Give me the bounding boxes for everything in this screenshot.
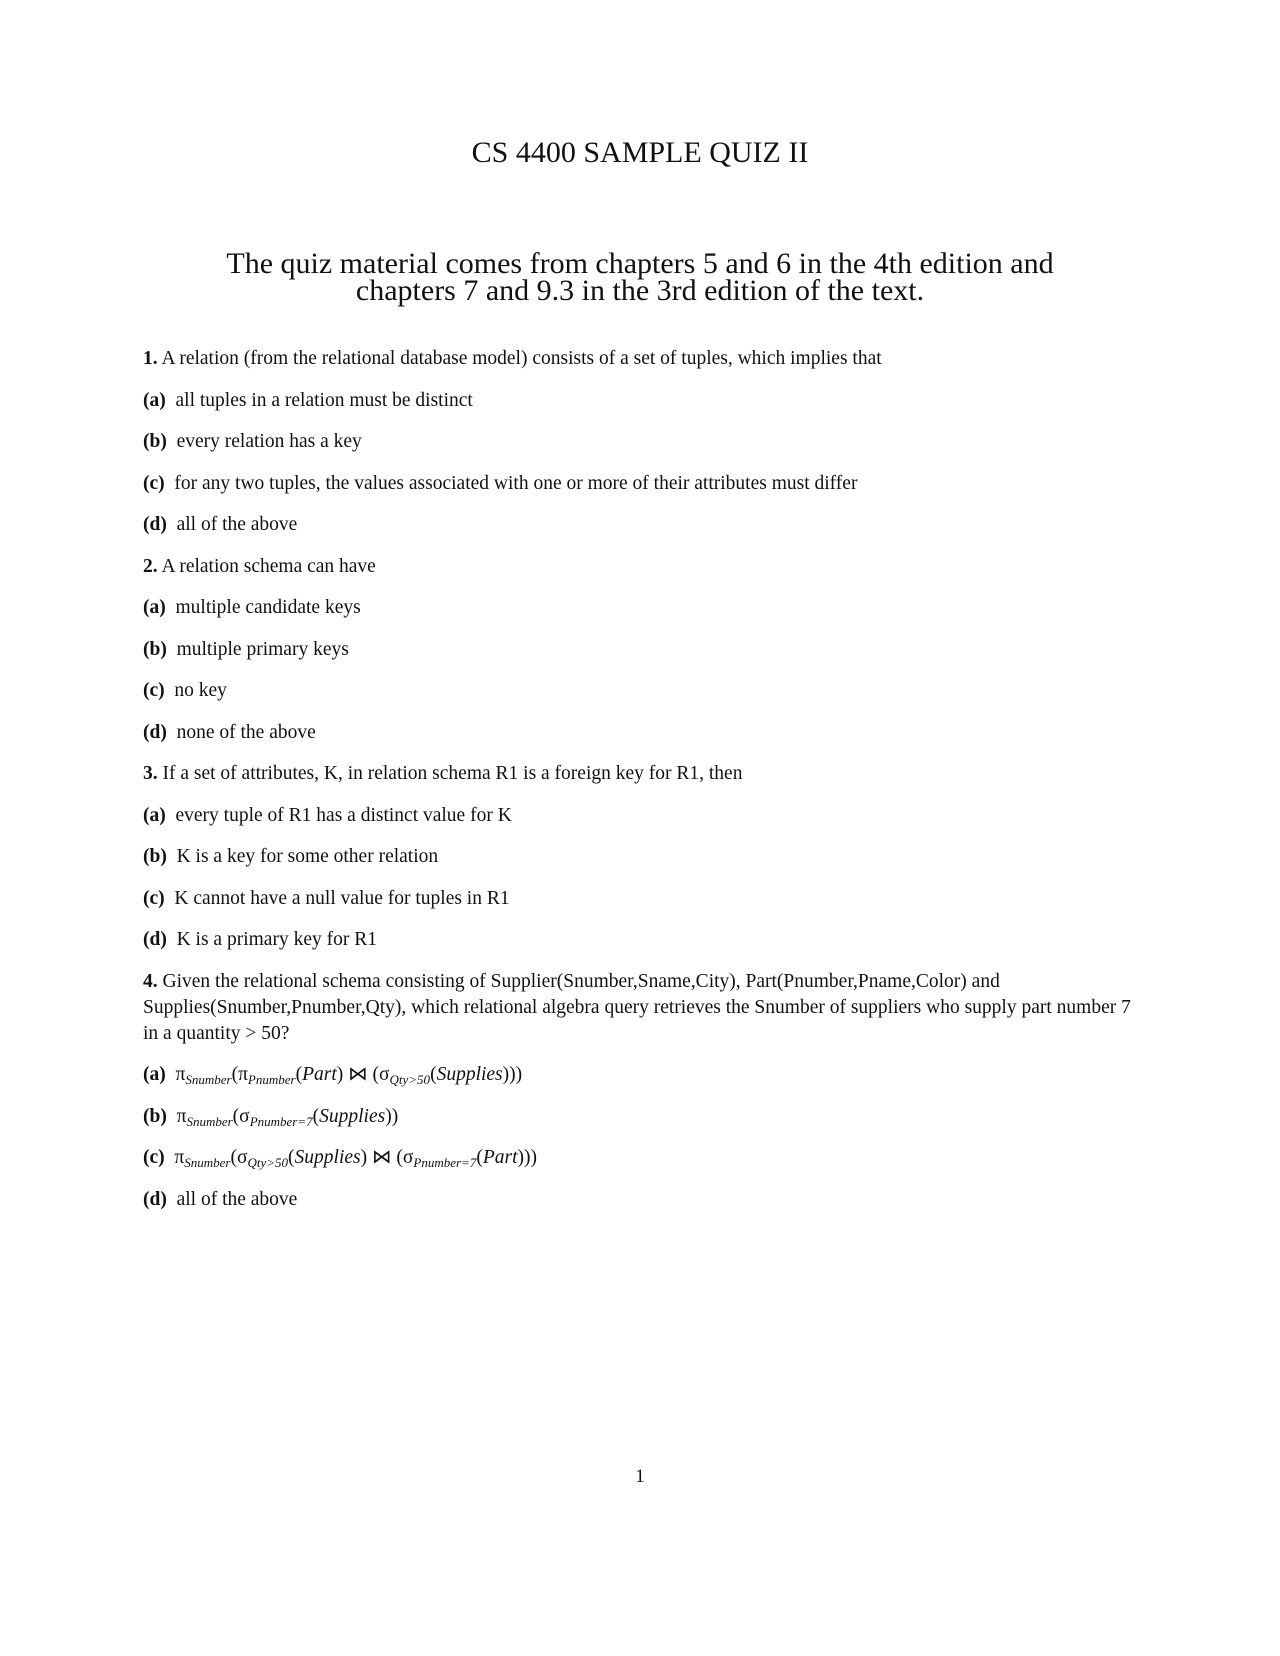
formula-relation: Supplies: [294, 1147, 361, 1168]
formula-relation: Supplies: [436, 1064, 503, 1085]
option-label: (b): [143, 431, 167, 452]
document-subtitle: [0, 247, 1280, 307]
answer-option: [143, 1145, 1143, 1187]
subtitle-line: chapters 7 and 9.3 in the 3rd edition of the text.: [355, 274, 925, 307]
option-label: (d): [143, 1188, 167, 1210]
option-formula: [174, 1147, 537, 1168]
page-number: 1: [635, 1466, 645, 1487]
formula-symbol: (σ: [232, 1105, 250, 1127]
option-label: (c): [143, 680, 165, 701]
answer-option: [143, 803, 1143, 845]
question: [143, 969, 1143, 1047]
option-label: (d): [143, 929, 167, 950]
option-label: (b): [143, 638, 167, 660]
option-text: every tuple of R1 has a distinct value for K: [175, 804, 512, 826]
option-text: none of the above: [176, 721, 316, 743]
option-text: all of the above: [176, 514, 298, 535]
question-list: [143, 346, 1143, 1228]
formula-symbol: ) ⋈ (σ: [336, 1064, 390, 1085]
option-text: multiple candidate keys: [175, 597, 361, 618]
question: [143, 346, 1143, 372]
formula-symbol: (: [476, 1147, 483, 1168]
formula-symbol: )): [385, 1105, 399, 1127]
answer-option: [143, 886, 1143, 928]
answer-option: [143, 1104, 1143, 1146]
option-text: no key: [174, 680, 227, 701]
answer-option: [143, 471, 1143, 513]
option-text: K cannot have a null value for tuples in R1: [174, 887, 510, 909]
answer-option: [143, 388, 1143, 430]
option-formula: [176, 1064, 523, 1085]
option-text: multiple primary keys: [176, 638, 349, 660]
option-text: for any two tuples, the values associated with one or more of their attributes must differ: [174, 472, 858, 494]
option-label: (c): [143, 887, 165, 909]
formula-subscript: Pnumber=7: [413, 1155, 477, 1170]
formula-symbol: ))): [502, 1064, 523, 1085]
formula-symbol: π: [175, 1064, 186, 1085]
answer-option: [143, 637, 1143, 679]
document-title: CS 4400 SAMPLE QUIZ II: [471, 136, 809, 169]
question-number: 1.: [143, 348, 158, 369]
option-text: K is a key for some other relation: [176, 846, 439, 867]
formula-symbol: (: [430, 1064, 437, 1085]
option-label: (d): [143, 514, 167, 535]
answer-option: [143, 429, 1143, 471]
formula-symbol: ))): [517, 1147, 537, 1168]
question: [143, 761, 1143, 787]
formula-symbol: π: [174, 1147, 185, 1168]
formula-relation: Part: [482, 1147, 518, 1168]
question: [143, 554, 1143, 580]
question-number: 2.: [143, 555, 158, 577]
formula-subscript: Snumber: [186, 1113, 233, 1129]
option-text: all tuples in a relation must be distinct: [175, 389, 473, 411]
question-text: A relation (from the relational database model) consists of a set of tuples, which implies that: [161, 348, 882, 369]
formula-symbol: (: [295, 1064, 303, 1085]
option-label: (a): [143, 1064, 166, 1085]
formula-subscript: Pnumber=7: [249, 1113, 313, 1129]
option-label: (a): [143, 597, 166, 618]
formula-symbol: (: [288, 1147, 295, 1168]
formula-symbol: ) ⋈ (σ: [360, 1147, 414, 1168]
option-label: (d): [143, 721, 167, 743]
formula-relation: Part: [302, 1064, 337, 1085]
option-label: (c): [143, 1147, 165, 1168]
option-label: (b): [143, 1105, 167, 1127]
formula-subscript: Snumber: [184, 1155, 231, 1170]
answer-option: [143, 1187, 1143, 1229]
formula-subscript: Qty>50: [247, 1155, 289, 1170]
answer-option: [143, 844, 1143, 886]
option-text: K is a primary key for R1: [176, 929, 377, 950]
option-text: all of the above: [176, 1188, 298, 1210]
formula-subscript: Qty>50: [389, 1072, 431, 1087]
option-label: (b): [143, 846, 167, 867]
question-number: 4.: [143, 970, 158, 992]
question-text: A relation schema can have: [161, 555, 376, 577]
formula-symbol: (π: [231, 1064, 248, 1085]
answer-option: [143, 720, 1143, 762]
formula-subscript: Pnumber: [247, 1072, 296, 1087]
formula-relation: Supplies: [319, 1105, 386, 1127]
option-formula: [177, 1106, 399, 1127]
question-number: 3.: [143, 763, 158, 784]
option-label: (a): [143, 804, 166, 826]
option-label: (c): [143, 472, 165, 494]
question-text: If a set of attributes, K, in relation schema R1 is a foreign key for R1, then: [162, 763, 743, 784]
formula-symbol: (σ: [230, 1147, 248, 1168]
formula-subscript: Snumber: [185, 1072, 232, 1087]
formula-symbol: (: [312, 1105, 320, 1127]
subtitle-line: The quiz material comes from chapters 5 and 6 in the 4th edition and: [226, 247, 1054, 280]
formula-symbol: π: [176, 1105, 187, 1127]
option-text: every relation has a key: [176, 431, 362, 452]
option-label: (a): [143, 389, 166, 411]
answer-option: [143, 1062, 1143, 1104]
answer-option: [143, 595, 1143, 637]
answer-option: [143, 927, 1143, 969]
answer-option: [143, 512, 1143, 554]
question-text: Given the relational schema consisting of Supplier(Snumber,Sname,City), Part(Pnumber,Pname,Color) and Supplies(Snumber,Pnumber,Qty), which relational algebra query retrieves the Snumber of suppliers who supply part number 7 in a quantity > 50?: [143, 970, 1131, 1044]
answer-option: [143, 678, 1143, 720]
